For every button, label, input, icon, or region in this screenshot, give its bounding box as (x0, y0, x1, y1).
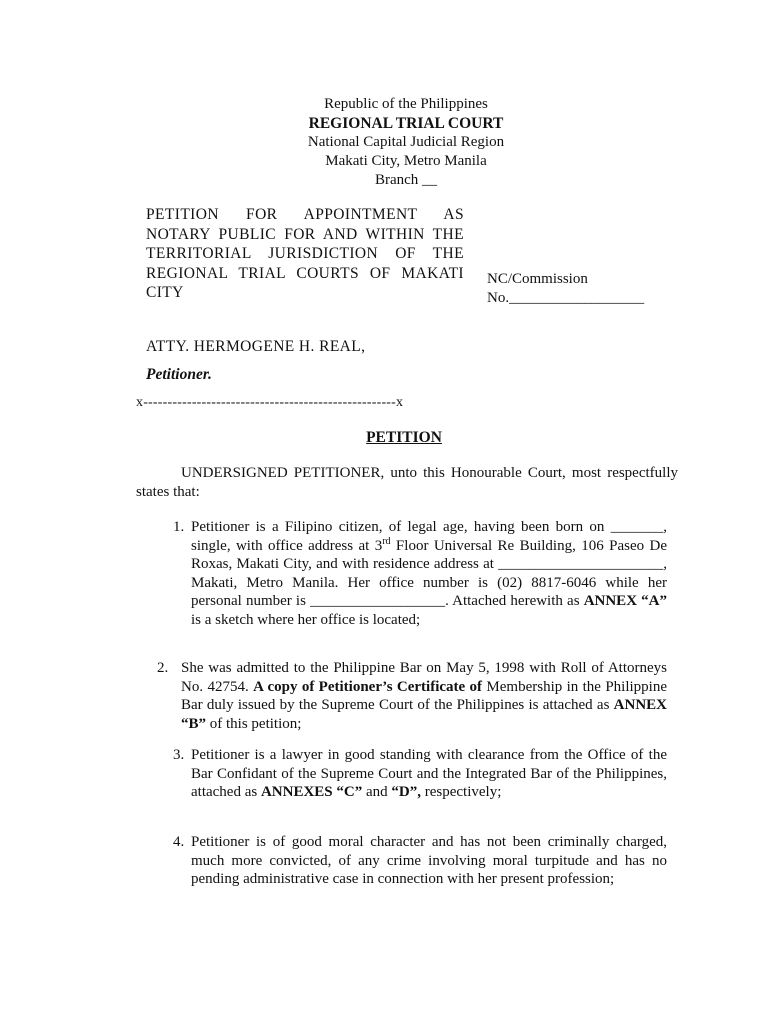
item-body (191, 518, 667, 629)
item-number: 4. (173, 834, 185, 850)
annex-c-label: ANNEXES “C” (260, 784, 363, 800)
item-text: Petitioner is of good moral character and has not been criminally charged, much more convicted, of any crime involving moral turpitude and has no pending administrative case in connection with her present profession; (191, 834, 667, 887)
item-body (181, 659, 667, 733)
item-text: and (362, 784, 392, 800)
branch-line: Branch __ (374, 172, 438, 188)
city-line: Makati City, Metro Manila (325, 153, 487, 169)
item-superscript: rd (382, 535, 391, 547)
intro-paragraph (136, 464, 678, 502)
petitioner-role: Petitioner. (146, 366, 212, 383)
republic-line: Republic of the Philippines (324, 96, 488, 112)
item-number: 1. (173, 519, 185, 535)
petitioner-name: ATTY. HERMOGENE H. REAL, (146, 338, 366, 355)
item-number: 3. (173, 747, 185, 763)
caption-divider: x----------------------------------------------------x (136, 395, 404, 410)
annex-b-label: ANNEX “B” (181, 697, 667, 732)
list-item (173, 746, 667, 802)
item-text: of this petition; (206, 715, 302, 732)
court-name: REGIONAL TRIAL COURT (308, 115, 504, 132)
item-body (191, 833, 667, 889)
item-text: Floor Universal Re Building, 106 Paseo De Roxas, Makati City, and with residence address at ______________________, Makati, Metro Manila. Her office number is (02) 8817-6046 while her personal number is __________________. Attached herewith as (191, 537, 667, 609)
intro-text: UNDERSIGNED PETITIONER, unto this Honourable Court, most respectfully states that: (136, 465, 678, 500)
item-text: Membership in the Philippine Bar duly issued by the Supreme Court of the Philippines is attached as (181, 678, 667, 713)
commission-label: NC/Commission (487, 271, 588, 287)
annex-a-label: ANNEX “A” (583, 593, 667, 609)
item-text: Petitioner is a lawyer in good standing with clearance from the Office of the Bar Confidant of the Supreme Court and the Integrated Bar of the Philippines, attached as (191, 747, 667, 800)
list-item (157, 659, 667, 733)
case-caption: PETITION FOR APPOINTMENT AS NOTARY PUBLIC FOR AND WITHIN THE TERRITORIAL JURISDICTION OF THE REGIONAL TRIAL COURTS OF MAKATI CITY (146, 206, 464, 301)
region-line: National Capital Judicial Region (307, 134, 505, 150)
item-text: Petitioner is a Filipino citizen, of legal age, having been born on _______, single, with office address at 3 (191, 519, 667, 554)
commission-no: No.__________________ (487, 290, 645, 306)
item-body (191, 746, 667, 802)
item-bold-text: A copy of Petitioner’s Certificate of (253, 678, 483, 695)
list-item (173, 833, 667, 889)
item-text: respectively; (421, 784, 502, 800)
item-text: She was admitted to the Philippine Bar on May 5, 1998 with Roll of Attorneys No. 42754. (181, 660, 667, 695)
list-item (173, 518, 667, 629)
court-header (0, 95, 768, 190)
annex-d-label: “D”, (391, 784, 421, 800)
document-title: PETITION (366, 429, 442, 446)
item-number: 2. (157, 660, 169, 676)
commission-number-block (487, 270, 644, 308)
item-text: is a sketch where her office is located; (191, 611, 421, 628)
